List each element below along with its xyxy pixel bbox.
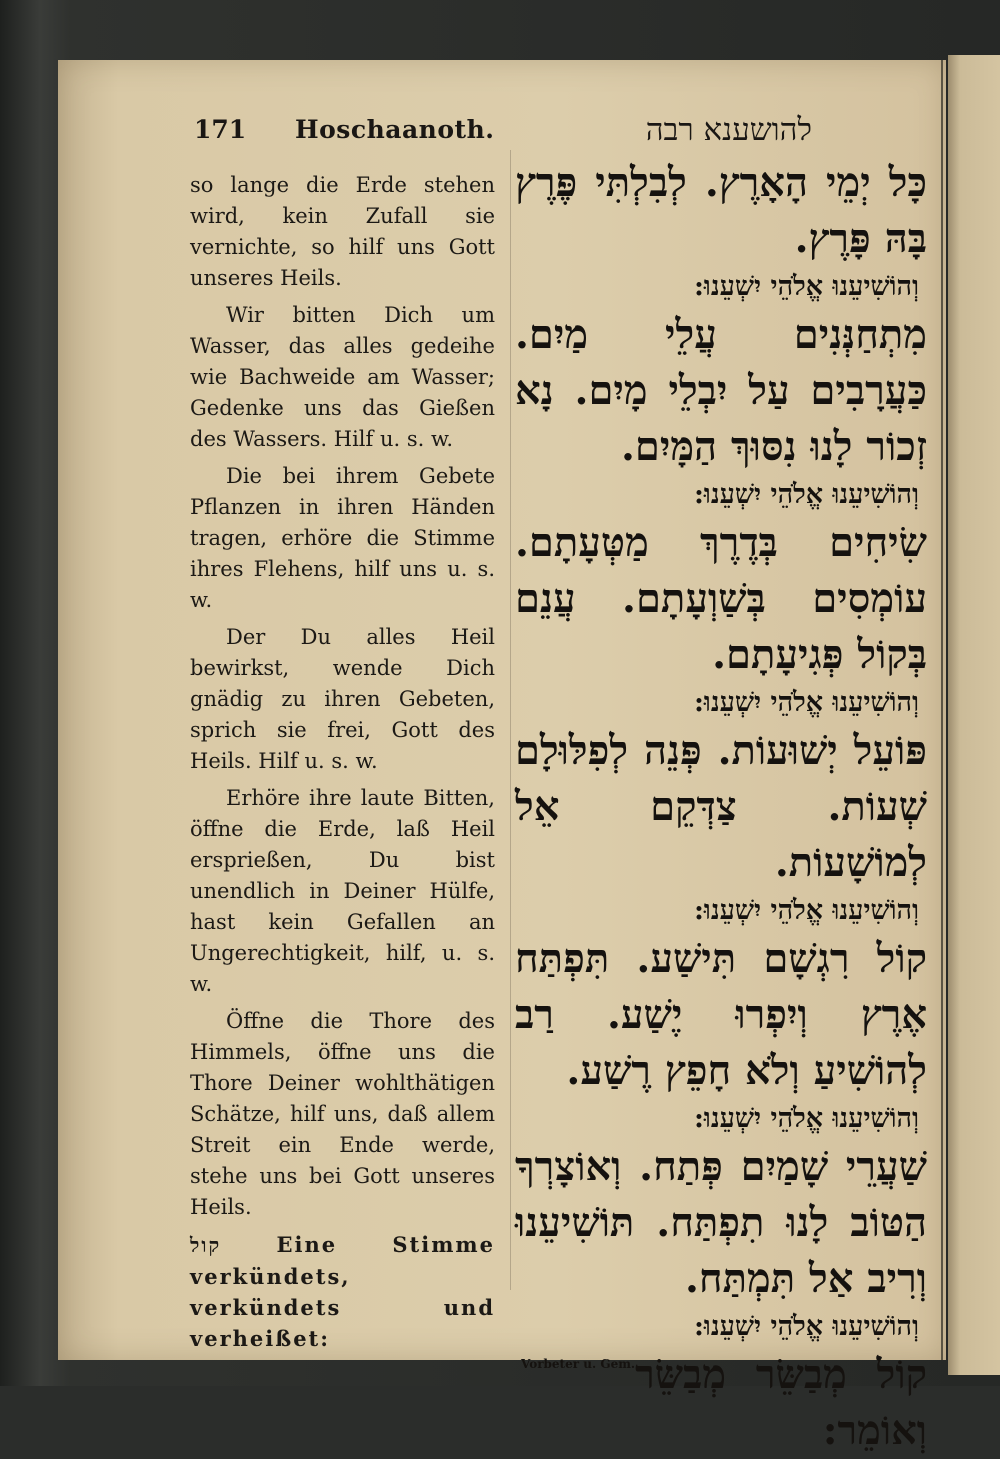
hebrew-refrain: וְהוֹשִׁיעֵנוּ אֱלֹהֵי יִשְׁעֵנוּ:: [693, 687, 919, 718]
facing-page-edge: [948, 55, 1000, 1375]
page-gutter-line: [941, 60, 943, 1360]
announcement-text: Eine Stimme verkündets, verkündets und verheißet:: [190, 1232, 495, 1351]
hebrew-refrain: וְהוֹשִׁיעֵנוּ אֱלֹהֵי יִשְׁעֵנוּ:: [693, 271, 919, 302]
hebrew-refrain: וְהוֹשִׁיעֵנוּ אֱלֹהֵי יִשְׁעֵנוּ:: [693, 1311, 919, 1342]
hebrew-text-column: [515, 155, 927, 1459]
german-paragraph: Der Du alles Heil bewirkst, wende Dich gnädig zu ihren Gebeten, sprich sie frei, Gott des Heils. Hilf u. s. w.: [190, 625, 495, 773]
hebrew-refrain: וְהוֹשִׁיעֵנוּ אֱלֹהֵי יִשְׁעֵנוּ:: [693, 1103, 919, 1134]
german-paragraph: Erhöre ihre laute Bitten, öffne die Erde, laß Heil ersprießen, Du bist unendlich in Deiner Hülfe, hast kein Gefallen an Ungerechtigkeit, hilf, u. s. w.: [190, 786, 495, 996]
hebrew-verse: קוֹל מְבַשֵּׂר מְבַשֵּׂר וְאוֹמֵר:: [635, 1351, 927, 1454]
german-paragraph: so lange die Erde stehen wird, kein Zufall sie vernichte, so hilf uns Gott unseres Heils.: [190, 173, 495, 290]
hebrew-refrain: וְהוֹשִׁיעֵנוּ אֱלֹהֵי יִשְׁעֵנוּ:: [693, 895, 919, 926]
hebrew-refrain: וְהוֹשִׁיעֵנוּ אֱלֹהֵי יִשְׁעֵנוּ:: [693, 479, 919, 510]
german-translation-column: [190, 170, 495, 1360]
german-paragraph: Die bei ihrem Gebete Pflanzen in ihren Händen tragen, erhöre die Stimme ihres Flehens, hilf uns u. s. w.: [190, 464, 495, 612]
running-title-german: Hoschaanoth.: [295, 115, 495, 144]
hebrew-catchword: קול: [190, 1233, 222, 1257]
column-divider: [510, 150, 511, 1290]
german-paragraph-announcement: [190, 1229, 495, 1354]
german-paragraph: Wir bitten Dich um Wasser, das alles gedeihe wie Bachweide am Wasser; Gedenke uns das Gießen des Wassers. Hilf u. s. w.: [190, 303, 495, 451]
hebrew-verse: שִׂיחִים בְּדֶרֶךְ מַטְּעָתָם. עוֹמְסִים בְּשַׁוְעָתָם. עֲנֵם בְּקוֹל פְּגִיעָתָם.: [515, 519, 927, 678]
hebrew-final-line: [515, 1347, 927, 1459]
page-number: 171: [194, 115, 247, 144]
hebrew-verse: פּוֹעֵל יְשׁוּעוֹת. פְּנֵה לְפִלּוּלָם שְׁעוֹת. צַדְּקֵם אֵל לְמוֹשָׁעוֹת.: [515, 727, 927, 886]
running-title-hebrew: להושענא רבה: [645, 112, 812, 148]
hebrew-verse: כָּל יְמֵי הָאָרֶץ. לְבִלְתִּי פֶּרֶץ בָּהּ פָּרֶץ.: [515, 159, 927, 262]
hebrew-verse: קוֹל רִגְשָׁם תִּישַׁע. תִּפְתַּח אֶרֶץ וְיִפְרוּ יֶשַׁע. רַב לְהוֹשִׁיעַ וְלֹא חָפֵץ רֶשַׁע.: [515, 935, 927, 1094]
side-note: Vorbeter u. Gem.: [521, 1357, 636, 1371]
hebrew-verse: שַׁעֲרֵי שָׁמַיִם פְּתַח. וְאוֹצָרְךָ הַטּוֹב לָנוּ תִפְתַּח. תּוֹשִׁיעֵנוּ וְרִיב אַל תִּמְתַּח.: [515, 1143, 927, 1302]
german-paragraph: Öffne die Thore des Himmels, öffne uns die Thore Deiner wohlthätigen Schätze, hilf uns, daß allem Streit ein Ende werde, stehe uns bei Gott unseres Heils.: [190, 1009, 495, 1219]
hebrew-verse: מִתְחַנְּנִים עֲלֵי מַיִם. כַּעֲרָבִים עַל יִבְלֵי מָיִם. נָא זְכוֹר לָנוּ נִסּוּךְ הַמָּיִם.: [515, 311, 927, 470]
